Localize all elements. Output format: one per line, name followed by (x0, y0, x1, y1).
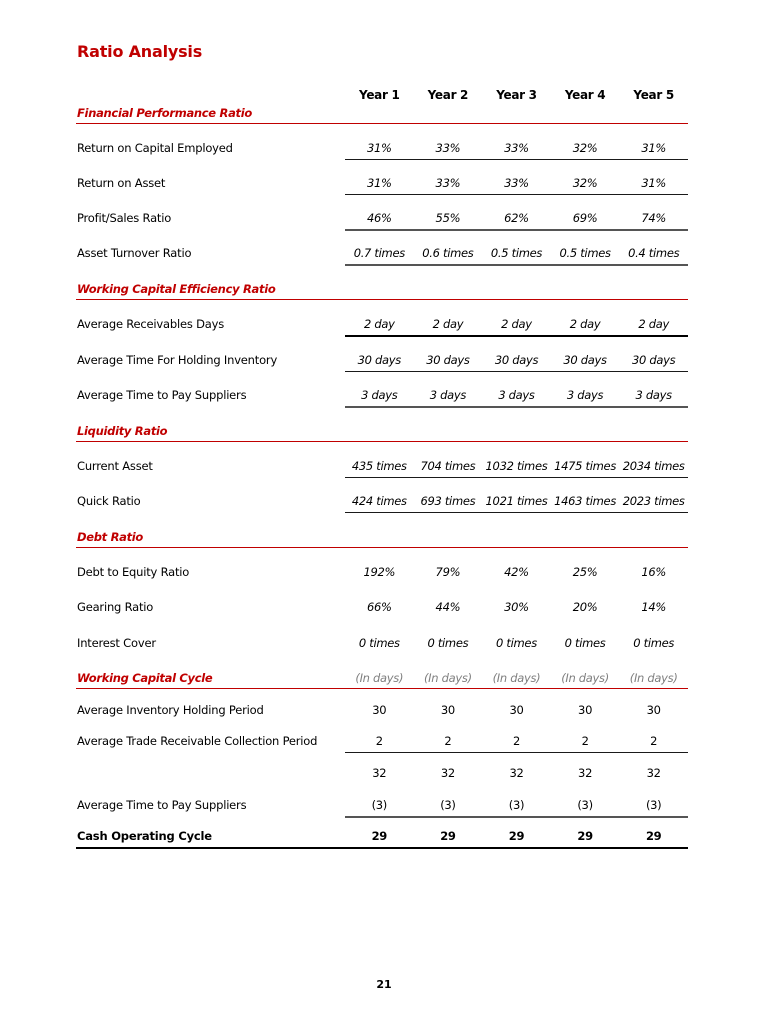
year-header: Year 3 (496, 88, 537, 102)
value-cell: 30 (440, 703, 455, 717)
value-cell: 1032 times (485, 459, 548, 473)
page-number: 21 (376, 978, 392, 991)
value-cell: 2 (444, 734, 452, 748)
value-cell: 79% (435, 565, 461, 579)
unit-label: (In days) (355, 671, 404, 685)
value-cell: 30 days (357, 353, 401, 367)
value-cell: 0 times (564, 636, 606, 650)
value-cell: 29 (577, 829, 593, 843)
value-cell: 2 day (638, 317, 669, 331)
value-cell: 30% (504, 600, 529, 614)
value-cell: 0.5 times (559, 246, 611, 260)
year-header: Year 1 (359, 88, 400, 102)
row-label: Interest Cover (77, 636, 156, 650)
section-title: Working Capital Cycle (77, 671, 213, 685)
value-cell: 30 days (426, 353, 470, 367)
value-cell: 32% (572, 141, 598, 155)
row-label: Current Asset (77, 459, 153, 473)
row-label: Quick Ratio (77, 494, 141, 508)
table-row (76, 490, 688, 512)
table-row (76, 384, 688, 406)
value-cell: 435 times (351, 459, 407, 473)
value-cell: 192% (363, 565, 396, 579)
value-cell: 2 day (501, 317, 532, 331)
value-cell: 25% (572, 565, 598, 579)
value-cell: 30 days (632, 353, 676, 367)
value-cell: 29 (371, 829, 387, 843)
value-cell: 0 times (427, 636, 469, 650)
value-cell: (3) (440, 798, 456, 812)
table-row (76, 730, 688, 752)
value-cell: 30 (509, 703, 524, 717)
value-cell: 0 times (496, 636, 537, 650)
value-cell: 30 (578, 703, 593, 717)
value-cell: 32% (572, 176, 598, 190)
section-working-capital-efficiency (76, 279, 688, 300)
value-cell: 69% (572, 211, 598, 225)
value-cell: 55% (435, 211, 461, 225)
row-label: Average Trade Receivable Collection Period (77, 734, 318, 748)
year-header: Year 2 (427, 88, 469, 102)
row-label: Return on Asset (77, 176, 166, 190)
value-cell: 30 (372, 703, 387, 717)
value-cell: 3 days (566, 388, 604, 402)
value-cell: 33% (504, 141, 529, 155)
value-cell: 2 day (363, 317, 395, 331)
value-cell: 44% (435, 600, 461, 614)
row-label: Average Time to Pay Suppliers (77, 388, 247, 402)
value-cell: 0 times (358, 636, 400, 650)
value-cell: (3) (508, 798, 525, 812)
value-cell: 3 days (635, 388, 672, 402)
value-cell: 1021 times (485, 494, 548, 508)
value-cell: 3 days (361, 388, 398, 402)
value-cell: 14% (641, 600, 666, 614)
section-financial-performance (76, 103, 688, 124)
year-header: Year 5 (633, 88, 674, 102)
value-cell: 2 day (569, 317, 601, 331)
value-cell: 62% (504, 211, 529, 225)
section-debt (76, 527, 688, 548)
row-label: Average Receivables Days (77, 317, 224, 331)
value-cell: 2 (581, 734, 589, 748)
row-label: Average Time For Holding Inventory (77, 353, 278, 367)
section-title: Debt Ratio (77, 530, 144, 544)
row-label: Average Time to Pay Suppliers (77, 798, 247, 812)
row-label: Return on Capital Employed (77, 141, 233, 155)
value-cell: 30 (646, 703, 661, 717)
value-cell: 30 days (494, 353, 539, 367)
table-row (76, 596, 688, 618)
value-cell: (3) (645, 798, 662, 812)
value-cell: 33% (504, 176, 529, 190)
row-label: Asset Turnover Ratio (77, 246, 192, 260)
section-working-capital-cycle (76, 668, 688, 689)
table-row (76, 455, 688, 477)
row-label: Cash Operating Cycle (77, 829, 212, 843)
table-row (76, 137, 688, 159)
value-cell: 31% (366, 141, 392, 155)
total-row (76, 825, 688, 849)
value-cell: 32 (509, 766, 524, 780)
unit-label: (In days) (629, 671, 678, 685)
value-cell: 1463 times (554, 494, 617, 508)
table-row (76, 632, 688, 654)
value-cell: 2034 times (622, 459, 685, 473)
value-cell: 3 days (429, 388, 467, 402)
value-cell: 29 (440, 829, 456, 843)
unit-label: (In days) (561, 671, 609, 685)
subtotal-row (76, 762, 688, 784)
unit-label: (In days) (492, 671, 541, 685)
value-cell: 2 (650, 734, 658, 748)
section-title: Liquidity Ratio (77, 424, 168, 438)
value-cell: (3) (371, 798, 387, 812)
row-label: Debt to Equity Ratio (77, 565, 190, 579)
value-cell: 693 times (420, 494, 476, 508)
value-cell: 0 times (633, 636, 675, 650)
section-title: Financial Performance Ratio (77, 106, 252, 120)
value-cell: 16% (641, 565, 666, 579)
value-cell: 29 (645, 829, 662, 843)
table-row (76, 242, 688, 264)
table-row (76, 794, 688, 816)
value-cell: 3 days (498, 388, 535, 402)
year-header: Year 4 (564, 88, 606, 102)
table-row (76, 561, 688, 583)
value-cell: 32 (646, 766, 661, 780)
value-cell: 2 (375, 734, 383, 748)
unit-label: (In days) (424, 671, 472, 685)
value-cell: 704 times (420, 459, 476, 473)
value-cell: 32 (372, 766, 387, 780)
table-row (76, 207, 688, 229)
row-label: Average Inventory Holding Period (77, 703, 264, 717)
value-cell: 31% (366, 176, 392, 190)
table-row (76, 699, 688, 721)
value-cell: 32 (578, 766, 593, 780)
value-cell: (3) (577, 798, 593, 812)
page-title: Ratio Analysis (77, 42, 203, 61)
value-cell: 33% (435, 176, 461, 190)
value-cell: 46% (366, 211, 392, 225)
value-cell: 2 (512, 734, 520, 748)
value-cell: 2 day (432, 317, 464, 331)
section-title: Working Capital Efficiency Ratio (77, 282, 276, 296)
table-row (76, 313, 688, 335)
value-cell: 42% (504, 565, 529, 579)
table-row (76, 349, 688, 371)
value-cell: 66% (366, 600, 392, 614)
value-cell: 0.4 times (628, 246, 680, 260)
value-cell: 31% (641, 141, 666, 155)
value-cell: 20% (572, 600, 598, 614)
value-cell: 1475 times (554, 459, 617, 473)
value-cell: 32 (440, 766, 455, 780)
value-cell: 0.7 times (353, 246, 405, 260)
value-cell: 2023 times (622, 494, 685, 508)
value-cell: 30 days (563, 353, 607, 367)
value-cell: 31% (641, 176, 666, 190)
row-label: Gearing Ratio (77, 600, 154, 614)
value-cell: 0.5 times (490, 246, 543, 260)
value-cell: 33% (435, 141, 461, 155)
table-row (76, 172, 688, 194)
row-label: Profit/Sales Ratio (77, 211, 172, 225)
value-cell: 29 (508, 829, 525, 843)
value-cell: 74% (641, 211, 666, 225)
section-liquidity (76, 421, 688, 442)
value-cell: 424 times (351, 494, 407, 508)
value-cell: 0.6 times (422, 246, 474, 260)
